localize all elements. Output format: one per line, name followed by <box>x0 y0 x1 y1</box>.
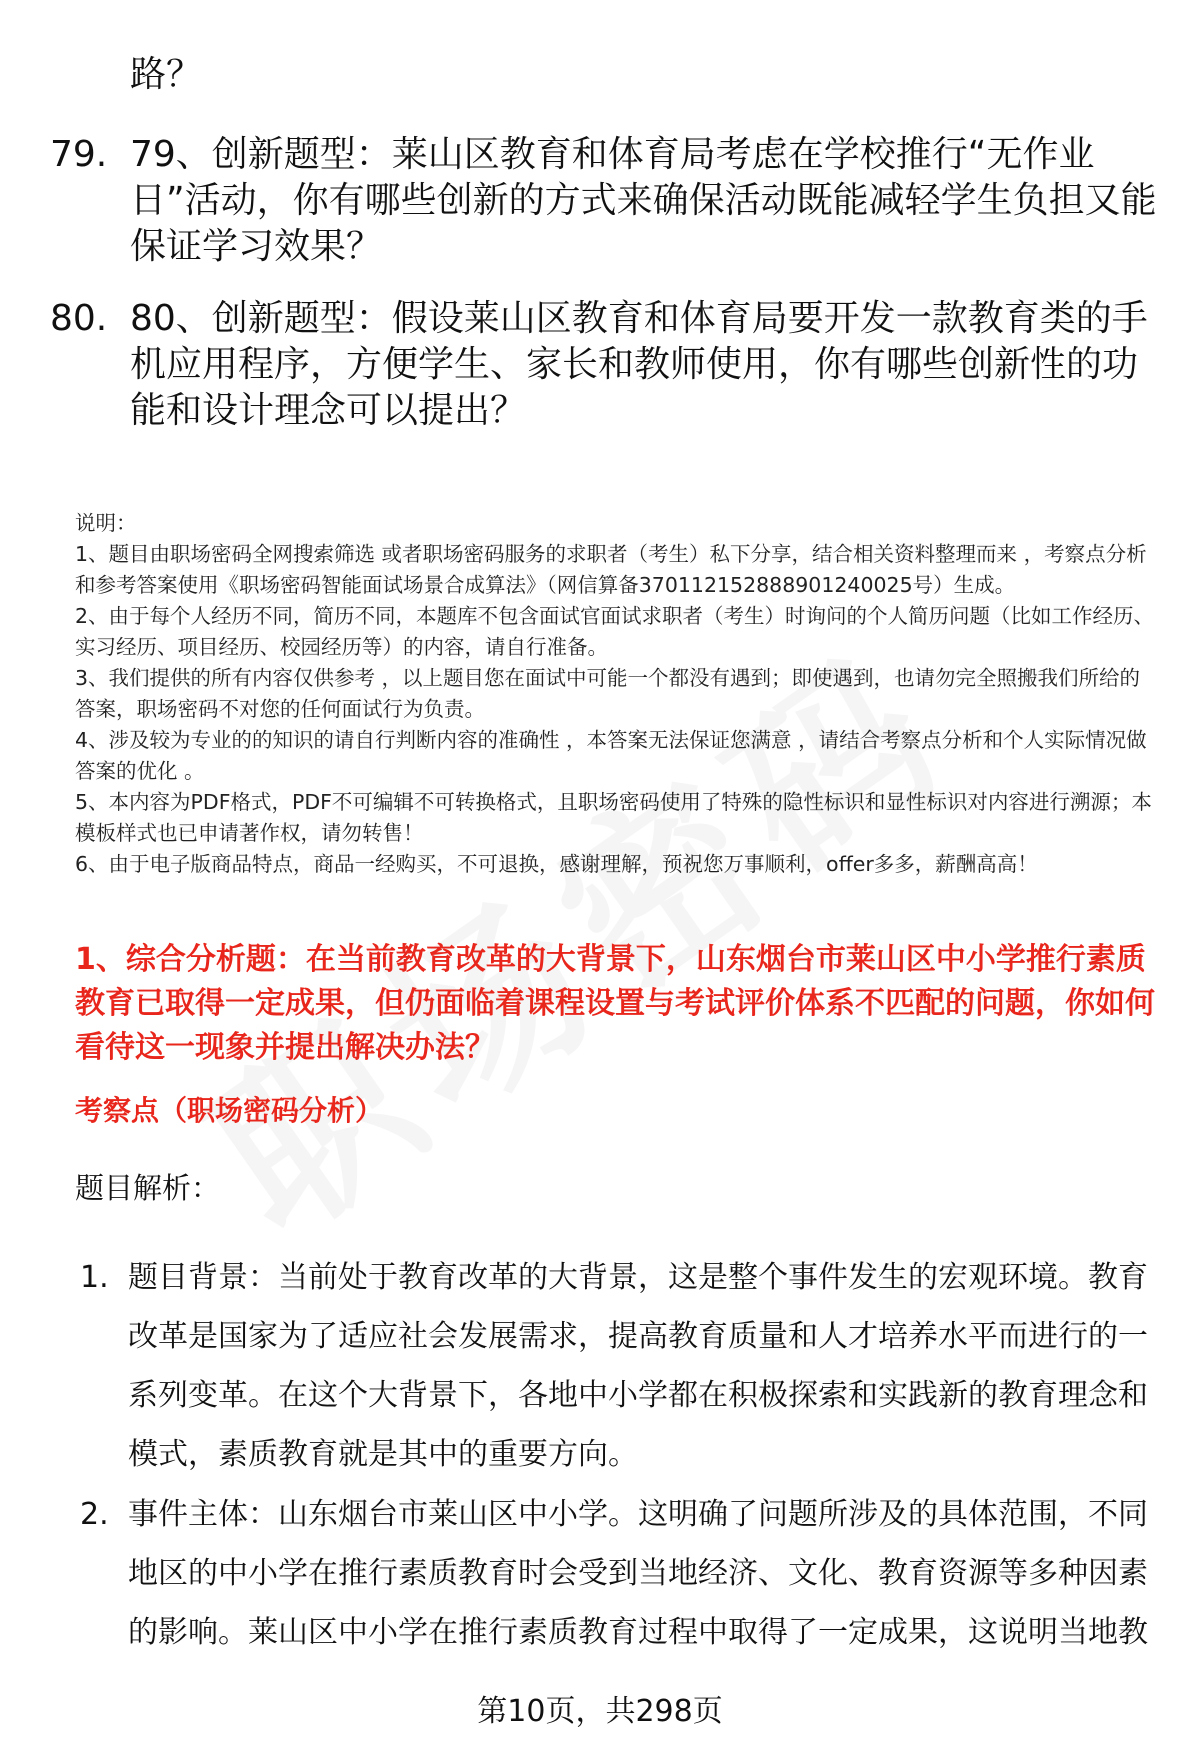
continuation-text: 路？ <box>130 54 203 95</box>
question-text: 79、创新题型：莱山区教育和体育局考虑在学校推行“无作业日”活动，你有哪些创新的方式来确保活动既能减轻学生负担又能保证学习效果？ <box>130 134 1157 267</box>
note-item: 4、涉及较为专业的的知识的请自行判断内容的准确性 ，本答案无法保证您满意 ，请结合考察点分析和个人实际情况做答案的优化 。 <box>75 728 1147 783</box>
note-item: 3、我们提供的所有内容仅供参考 ，以上题目您在面试中可能一个都没有遇到；即使遇到，也请勿完全照搬我们所给的答案，职场密码不对您的任何面试行为负责。 <box>75 666 1141 721</box>
question-number: 79. <box>50 134 108 175</box>
notes-block <box>75 508 1160 880</box>
analysis-item-text: 事件主体：山东烟台市莱山区中小学。这明确了问题所涉及的具体范围，不同地区的中小学在推行素质教育时会受到当地经济、文化、教育资源等多种因素的影响。莱山区中小学在推行素质教育过程中取得了一定成果，这说明当地教 <box>128 1497 1148 1650</box>
analysis-item <box>80 1248 1160 1484</box>
analysis-item-number: 2. <box>80 1497 109 1532</box>
page-footer: 第10页，共298页 <box>477 1694 723 1729</box>
notes-heading: 说明： <box>75 511 137 535</box>
note-item: 6、由于电子版商品特点，商品一经购买，不可退换，感谢理解，预祝您万事顺利，offer多多，薪酬高高！ <box>75 852 1038 876</box>
analysis-item <box>80 1485 1160 1662</box>
question-item <box>50 296 1160 434</box>
question-number: 80. <box>50 298 108 339</box>
note-item: 2、由于每个人经历不同，简历不同，本题库不包含面试官面试求职者（考生）时询问的个人简历问题（比如工作经历、实习经历、项目经历、校园经历等）的内容，请自行准备。 <box>75 604 1155 659</box>
analysis-item-text: 题目背景：当前处于教育改革的大背景，这是整个事件发生的宏观环境。教育改革是国家为了适应社会发展需求，提高教育质量和人才培养水平而进行的一系列变革。在这个大背景下，各地中小学都在积极探索和实践新的教育理念和模式，素质教育就是其中的重要方向。 <box>128 1260 1148 1472</box>
note-item: 5、本内容为PDF格式，PDF不可编辑不可转换格式，且职场密码使用了特殊的隐性标识和显性标识对内容进行溯源；本模板样式也已申请著作权，请勿转售！ <box>75 790 1152 845</box>
analysis-item-number: 1. <box>80 1260 109 1295</box>
question-continuation <box>50 52 1160 98</box>
question-item <box>50 132 1160 270</box>
section-title: 考察点（职场密码分析） <box>75 1094 384 1127</box>
analysis-heading: 题目解析： <box>75 1171 221 1205</box>
question-text: 80、创新题型：假设莱山区教育和体育局要开发一款教育类的手机应用程序，方便学生、家长和教师使用，你有哪些创新性的功能和设计理念可以提出？ <box>130 298 1148 431</box>
note-item: 1、题目由职场密码全网搜索筛选 或者职场密码服务的求职者（考生）私下分享，结合相关资料整理而来 ，考察点分析和参考答案使用《职场密码智能面试场景合成算法》（网信算备370112152888901240025号）生成。 <box>75 542 1147 597</box>
main-question: 1、综合分析题：在当前教育改革的大背景下，山东烟台市莱山区中小学推行素质教育已取得一定成果，但仍面临着课程设置与考试评价体系不匹配的问题，你如何看待这一现象并提出解决办法？ <box>75 942 1155 1065</box>
